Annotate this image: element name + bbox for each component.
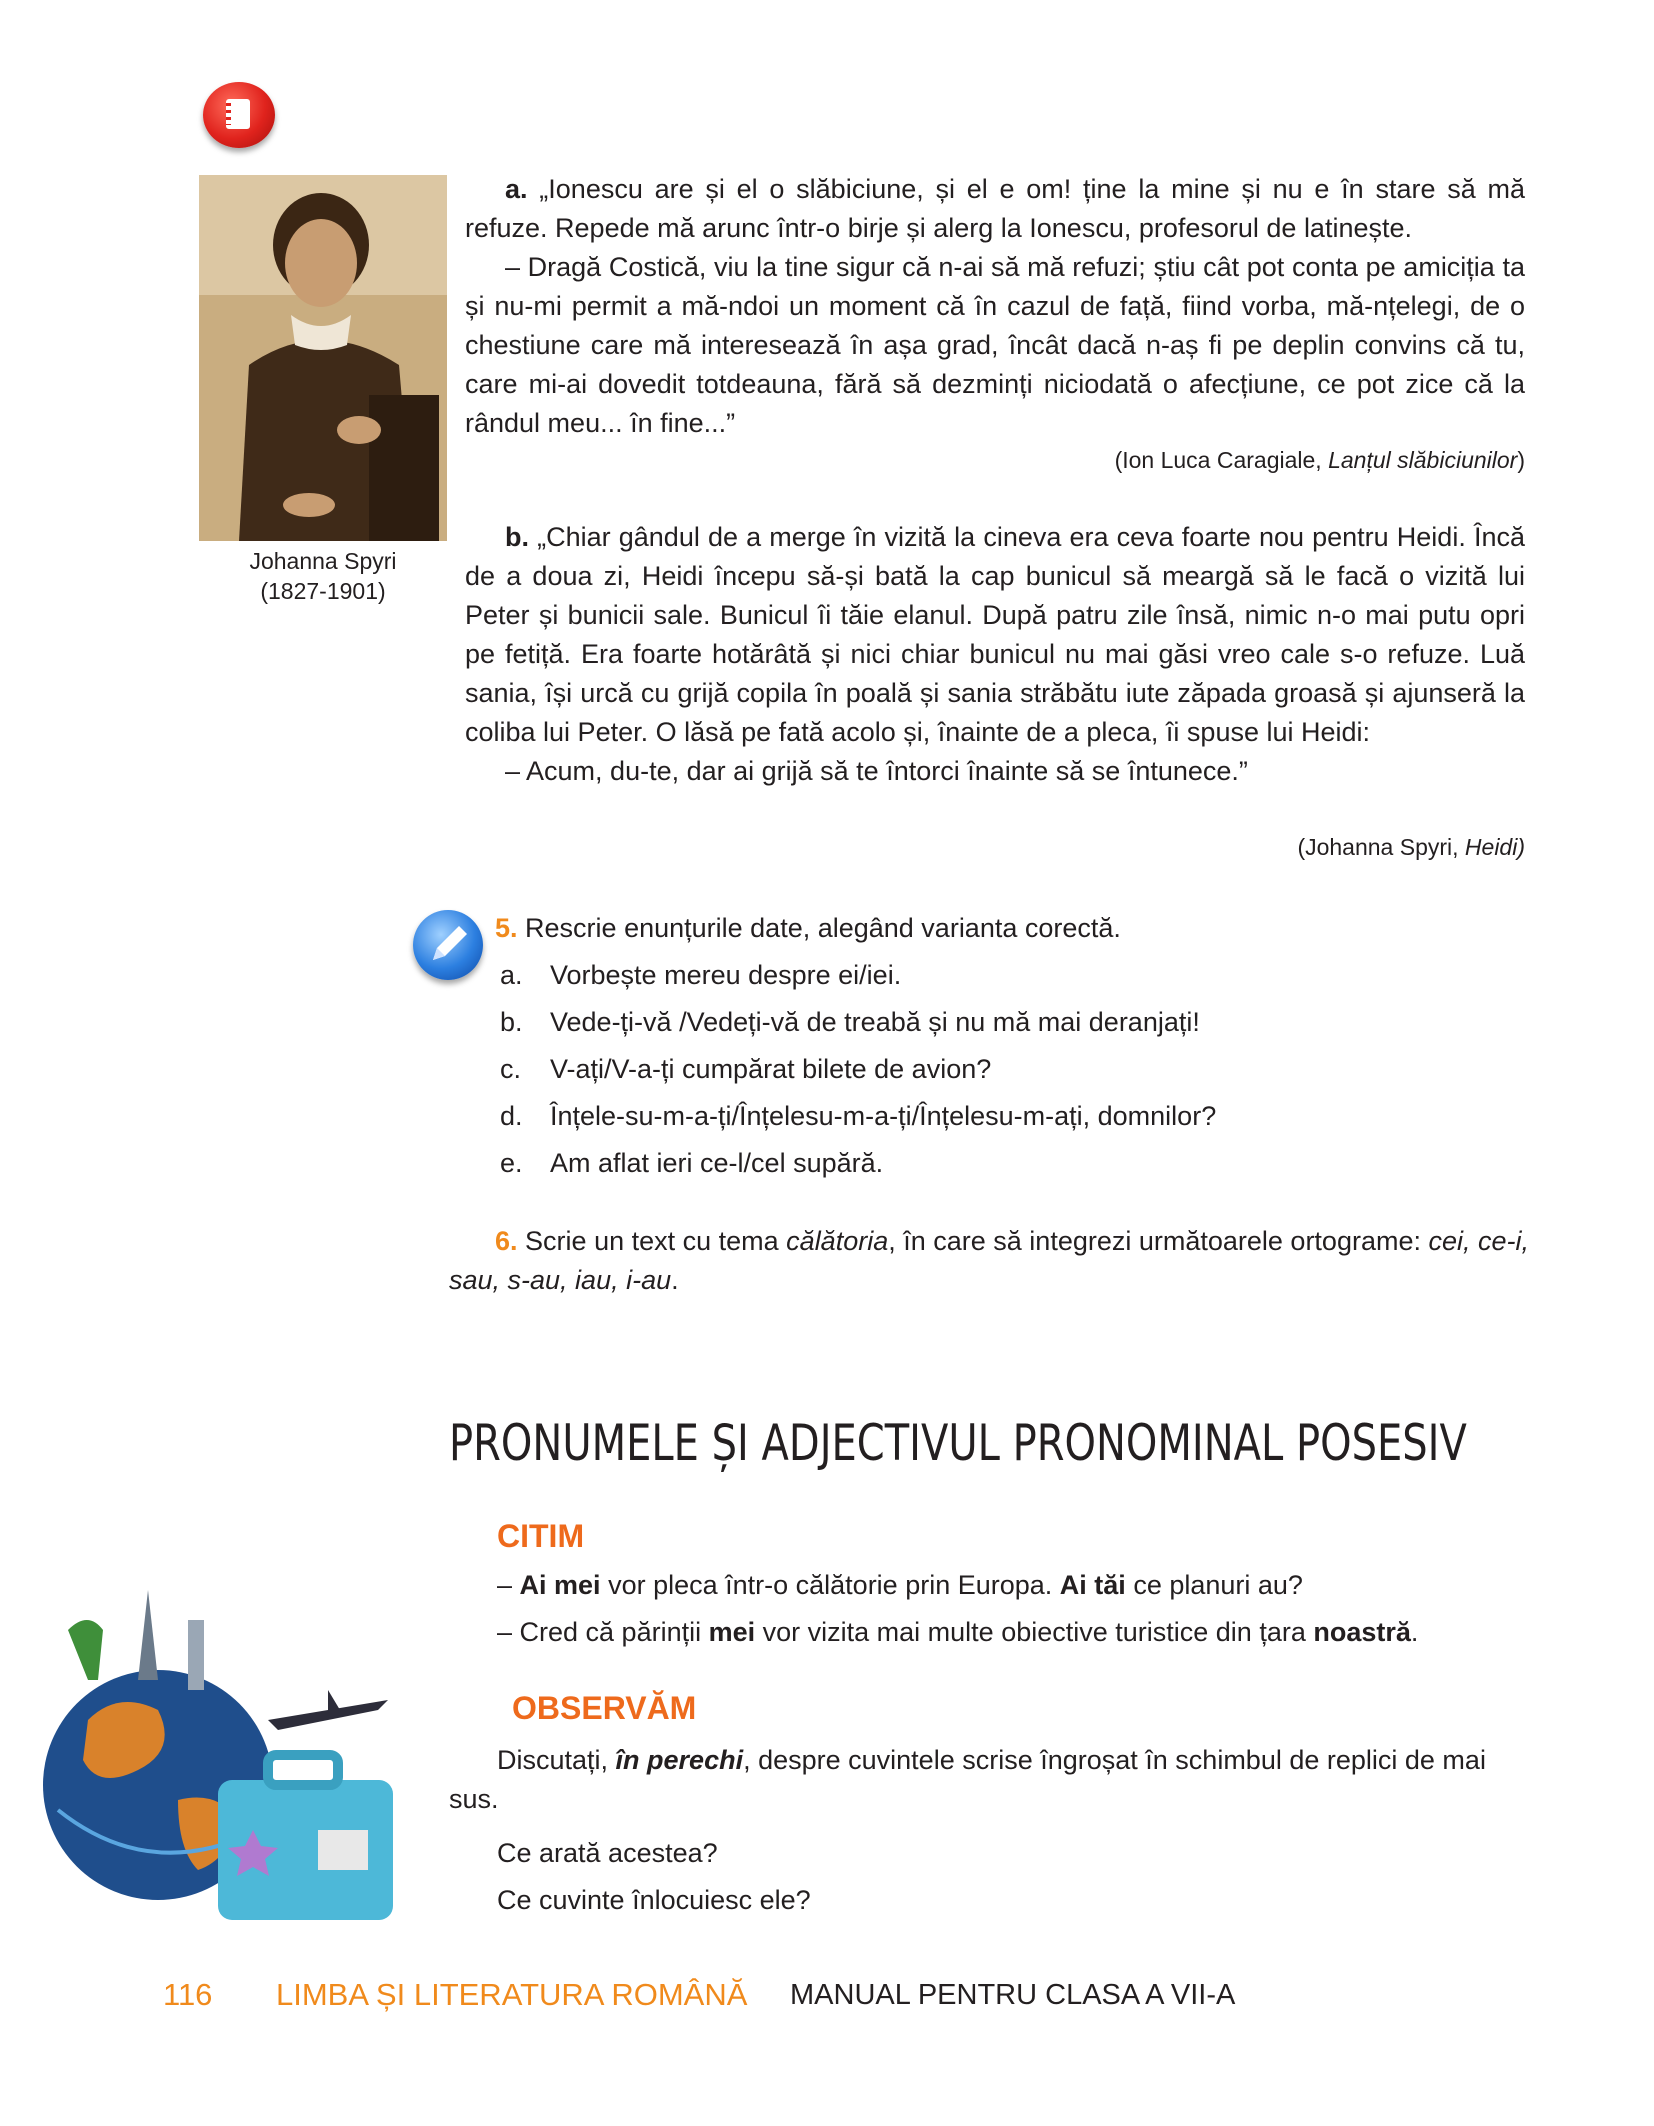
dialog-1-dash: – (497, 1570, 520, 1600)
dialog-2-text-3: . (1410, 1617, 1419, 1647)
pencil-badge-icon (413, 910, 483, 980)
excerpt-b-text-1: „Chiar gândul de a merge în vizită la cineva era ceva foarte nou pentru Heidi. Încă de a doua zi, Heidi începu să-și bată la cap bunicul să meargă să le facă o vizită lui Peter și bunicii sale. Bunicul îi tăie elanul. După patru zile însă, nimic n-o mai putu opri pe fetiță. Era foarte hotărâtă și nici chiar bunicul nu mai găsi vreo cale s-o refuze. Luă sania, își urcă cu grijă copila în poală și sania străbătu iute zăpada groasă și ajunseră la coliba lui Peter. O lăsă pe fată acolo și, înainte de a pleca, îi spuse lui Heidi: (465, 522, 1525, 747)
item-letter: c. (500, 1054, 522, 1084)
excerpt-a-text-1: „Ionescu are și el o slăbiciune, și el e om! ține la mine și nu e în stare să mă refuze. Repede mă arunc într-o birje și alerg la Ionescu, profesorul de latinește. (465, 174, 1525, 243)
exercise-5-list (500, 952, 1560, 1187)
excerpt-a-source-close: ) (1517, 447, 1525, 473)
exercise-6-theme: călătoria (786, 1226, 889, 1256)
excerpt-b-paragraph-2: – Acum, du-te, dar ai grijă să te întorci înainte să se întunece.” (505, 756, 1248, 786)
dialog-2-text-2: vor vizita mai multe obiective turistice din țara (755, 1617, 1314, 1647)
list-item (500, 1140, 1560, 1187)
excerpt-b-label: b. (505, 522, 529, 552)
dialog-1-bold-2: Ai tăi (1059, 1570, 1126, 1600)
portrait-image (199, 175, 447, 541)
footer-manual: MANUAL PENTRU CLASA A VII-A (790, 1979, 1236, 2011)
notebook-badge-icon (203, 82, 275, 148)
exercise-6-number: 6. (495, 1226, 518, 1256)
exercise-5-number: 5. (495, 913, 518, 943)
pencil-icon (413, 910, 483, 980)
question-2: Ce cuvinte înlocuiesc ele? (497, 1885, 811, 1915)
item-letter: b. (500, 1007, 523, 1037)
dialog-1-text-2: ce planuri au? (1125, 1570, 1303, 1600)
excerpt-a-paragraph-2: – Dragă Costică, viu la tine sigur că n-ai să mă refuzi; știu cât pot conta pe amiciția ta și nu-mi permit a mă-ndoi un moment că în cazul de față, fiind vorba, mă-nțelegi, de o chestiune care mă interesează în așa grad, încât dacă n-aș fi pe deplin convins că tu, care mi-ai dovedit totdeauna, fără să dezminți niciodată o afecțiune, ce pot zice că la rândul meu... în fine...” (465, 252, 1525, 438)
portrait-name: Johanna Spyri (249, 548, 397, 574)
observam-bold: în perechi (615, 1745, 744, 1775)
dialog-line-1 (497, 1566, 1547, 1605)
lesson-title: PRONUMELE ȘI ADJECTIVUL PRONOMINAL POSESIV (449, 1414, 1467, 1472)
exercise-5-instruction (495, 905, 1555, 952)
question-1: Ce arată acestea? (497, 1838, 718, 1868)
item-letter: a. (500, 960, 523, 990)
item-text: Am aflat ieri ce-l/cel supără. (550, 1148, 884, 1178)
excerpt-b-paragraph-1 (465, 518, 1525, 752)
dialog-1-text-1: vor pleca într-o călătorie prin Europa. (600, 1570, 1060, 1600)
list-item (500, 952, 1560, 999)
page-number: 116 (163, 1977, 213, 2012)
portrait-illustration (199, 175, 447, 541)
excerpt-a-source-title: Lanțul slăbiciunilor (1328, 447, 1518, 473)
excerpt-a-label: a. (505, 174, 528, 204)
dialog-1-bold-1: Ai mei (519, 1570, 601, 1600)
observam-text-2: , despre cuvintele scrise îngroșat în schimbul de replici de mai sus. (449, 1745, 1486, 1814)
citim-heading: CITIM (497, 1518, 585, 1554)
excerpt-b-source-author: (Johanna Spyri, (1297, 834, 1465, 860)
exercise-5-text: Rescrie enunțurile date, alegând varianta corectă. (525, 913, 1121, 943)
exercise-6-words: cei, ce-i, sau, s-au, iau, i-au (449, 1226, 1530, 1295)
exercise-6-text-1: Scrie un text cu tema (525, 1226, 787, 1256)
excerpt-b-source (465, 830, 1525, 864)
dialog-2-bold-2: noastră (1313, 1617, 1411, 1647)
exercise-6-end: . (671, 1265, 679, 1295)
list-item (500, 1046, 1560, 1093)
item-text: Înțele-su-m-a-ți/Înțelesu-m-a-ți/Înțelesu-m-ați, domnilor? (550, 1101, 1217, 1131)
observam-text-1: Discutați, (497, 1745, 616, 1775)
item-letter: d. (500, 1101, 523, 1131)
portrait-caption (199, 546, 447, 606)
observam-heading: OBSERVĂM (512, 1690, 697, 1726)
travel-illustration (28, 1560, 408, 1935)
list-item (500, 999, 1560, 1046)
dialog-line-2 (497, 1613, 1547, 1652)
list-item (500, 1093, 1560, 1140)
item-text: V-ați/V-a-ți cumpărat bilete de avion? (550, 1054, 992, 1084)
observam-text (449, 1741, 1539, 1819)
dialog-2-bold-1: mei (708, 1617, 756, 1647)
footer-subject: LIMBA ȘI LITERATURA ROMÂNĂ (276, 1977, 748, 2012)
excerpt-a-source (465, 443, 1525, 477)
excerpt-a-source-author: (Ion Luca Caragiale, (1114, 447, 1329, 473)
exercise-6-text-2: , în care să integrezi următoarele ortograme: (888, 1226, 1429, 1256)
excerpt-a-paragraph-1 (465, 170, 1525, 248)
excerpt-a (465, 170, 1525, 443)
item-text: Vorbește mereu despre ei/iei. (550, 960, 902, 990)
item-letter: e. (500, 1148, 523, 1178)
portrait-years: (1827-1901) (260, 578, 386, 604)
dialog-2-text-1: – Cred că părinții (497, 1617, 709, 1647)
item-text: Vede-ți-vă /Vedeți-vă de treabă și nu mă mai deranjați! (550, 1007, 1200, 1037)
exercise-6 (449, 1222, 1539, 1300)
excerpt-b-source-title: Heidi) (1464, 834, 1525, 860)
excerpt-b (465, 518, 1525, 791)
